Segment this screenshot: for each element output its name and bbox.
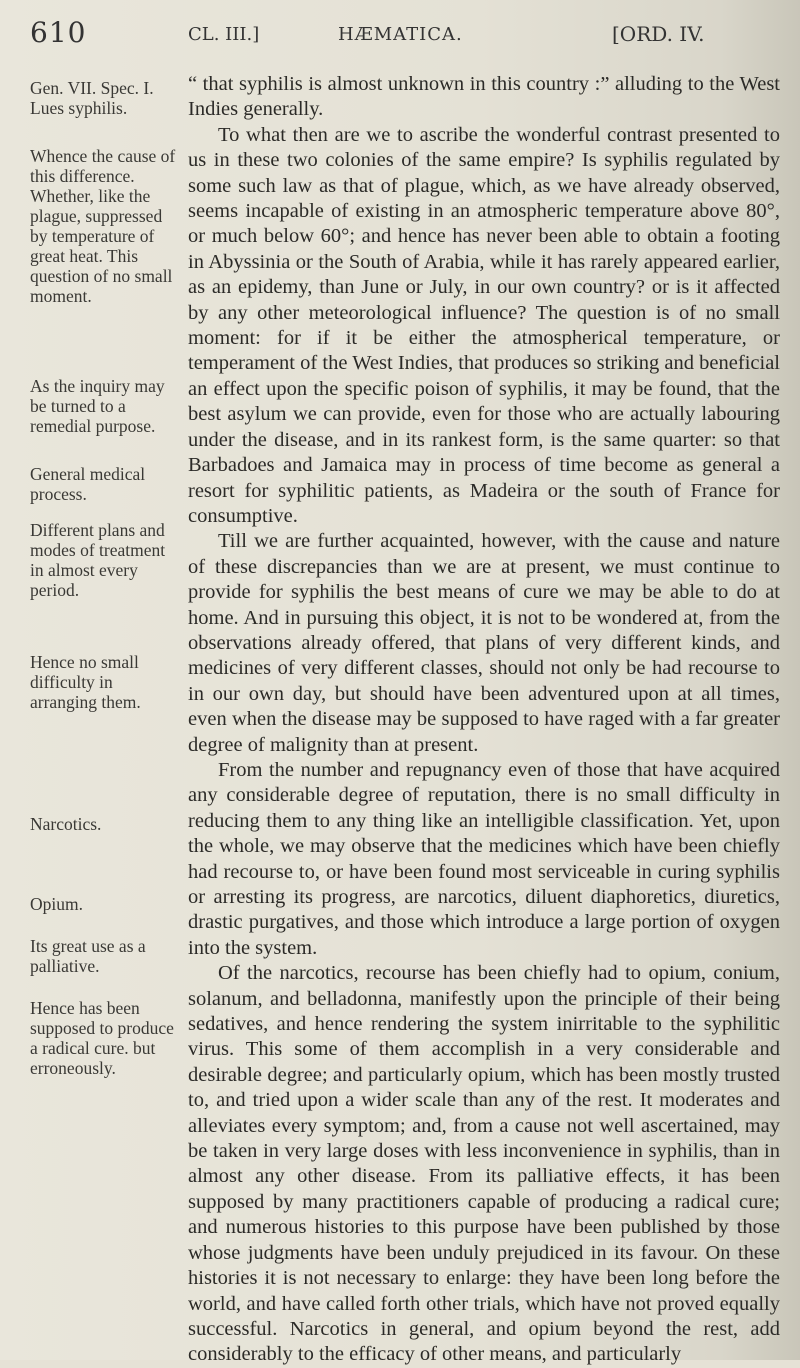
paragraph: Of the narcotics, recourse has been chiefly had to opium, conium, solanum, and belladonna, manifestly upon the principle of their being sedatives, and hence rendering the system inirritable to the syphilitic virus. This some of them accomplish in a very considerable and desirable degree; and particularly opium, which has been mostly trusted to, and tried upon a wider scale than any of the rest. It moderates and alleviates every symptom; and, from a cause not well ascertained, may be taken in very large doses with less inconvenience in syphilis, than in almost any other disease. From its palliative effects, it has been supposed by many practitioners capable of producing a radical cure; and numerous histories to this purpose have been published by those whose judgments have been unduly prejudiced in its favour. On these histories it is not necessary to enlarge: they have been long before the world, and have called forth other trials, which have not proved equally successful. Narcotics in general, and opium beyond the rest, add considerably to the efficacy of other means, and particularly: [188, 962, 780, 1366]
running-head-order: [ORD. IV.: [612, 22, 705, 46]
running-head-title: HÆMATICA.: [338, 24, 463, 45]
margin-note: Gen. VII. Spec. I. Lues syphilis.: [30, 78, 154, 118]
page-number: 610: [30, 16, 87, 49]
body-text: [188, 72, 780, 1368]
paragraph: Till we are further acquainted, however, with the cause and nature of these discrepancies than we are at present, we must continue to provide for syphilis the best means of cure we may be able to do at home. And in pursuing this object, it is not to be wondered at, from the observations already offered, that plans of very different kinds, and medicines of very different classes, should not only be had recourse to in our own day, but should have been adventured upon at all times, even when the disease may be supposed to have raged with a far greater degree of malignity than at present.: [188, 530, 780, 756]
margin-note: Whence the cause of this difference. Whether, like the plague, suppressed by temperature of great heat. This question of no small moment.: [30, 146, 176, 306]
margin-note: Hence has been supposed to produce a radical cure. but erroneously.: [30, 998, 174, 1078]
running-head-class: CL. III.]: [188, 24, 260, 45]
margin-note: Different plans and modes of treatment in almost every period.: [30, 520, 166, 600]
margin-note: Hence no small difficulty in arranging them.: [30, 652, 141, 712]
margin-note: Its great use as a palliative.: [30, 936, 146, 976]
margin-note: General medical process.: [30, 464, 146, 504]
paragraph: From the number and repugnancy even of those that have acquired any considerable degree of reputation, there is no small difficulty in reducing them to any thing like an intelligible classification. Yet, upon the whole, we may observe that the medicines which have been chiefly had recourse to, or have been found most serviceable in curing syphilis or arresting its progress, are narcotics, diluent diaphoretics, diuretics, drastic purgatives, and those which introduce a large portion of oxygen into the system.: [188, 758, 780, 959]
paragraph: “ that syphilis is almost unknown in this country :” alluding to the West Indies generally.: [188, 73, 780, 121]
paragraph: To what then are we to ascribe the wonderful contrast presented to us in these two colonies of the same empire? Is syphilis regulated by some such law as that of plague, which, as we have already observed, seems incapable of existing in an atmospheric temperature above 80°, or much below 60°; and hence has never been able to obtain a footing in Abyssinia or the South of Arabia, while it has rarely appeared earlier, as an epidemy, than June or July, in our own country? or is it affected by any other meteorological influence? The question is of no small moment: for if it be either the atmospherical temperature, or temperament of the West Indies, that produces so striking and beneficial an effect upon the specific poison of syphilis, it may be found, that the best asylum we can provide, even for those who are actually labouring under the disease, and in its rankest form, is the same quarter: so that Barbadoes and Jamaica may in process of time become as general a resort for syphilitic patients, as Madeira or the south of France for consumptive.: [188, 123, 780, 527]
margin-note: As the inquiry may be turned to a remedial purpose.: [30, 376, 165, 436]
margin-note: Narcotics.: [30, 814, 102, 834]
running-header: [0, 0, 800, 64]
margin-note: Opium.: [30, 894, 83, 914]
